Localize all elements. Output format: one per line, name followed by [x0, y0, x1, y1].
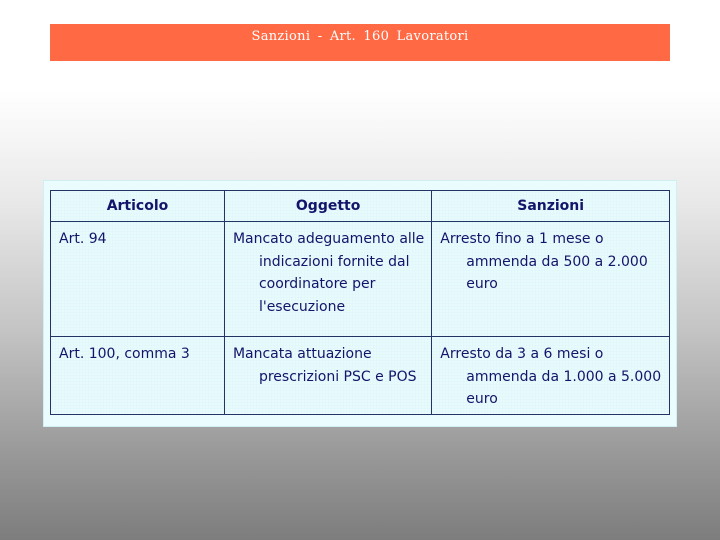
cell-sanzioni-text: Arresto fino a 1 mese o ammenda da 500 a 2.000 euro [440, 231, 648, 292]
sanctions-table [50, 190, 670, 415]
cell-oggetto-text: Mancata attuazione prescrizioni PSC e POS [232, 346, 417, 385]
table-header-row [51, 191, 670, 222]
cell-oggetto [224, 222, 431, 337]
cell-articolo-text: Art. 100, comma 3 [59, 346, 190, 362]
table-image-frame [43, 180, 677, 427]
cell-sanzioni [432, 337, 670, 415]
cell-sanzioni [432, 222, 670, 337]
header-articolo: Articolo [51, 191, 225, 222]
header-oggetto: Oggetto [224, 191, 431, 222]
cell-articolo-text: Art. 94 [59, 231, 107, 247]
slide-title: Sanzioni - Art. 160 Lavoratori [251, 29, 469, 44]
slide-title-bar [50, 24, 670, 61]
cell-oggetto [224, 337, 431, 415]
cell-sanzioni-text: Arresto da 3 a 6 mesi o ammenda da 1.000 a 5.000 euro [440, 346, 662, 407]
cell-articolo [51, 222, 225, 337]
header-sanzioni: Sanzioni [432, 191, 670, 222]
cell-oggetto-text: Mancato adeguamento alle indicazioni fornite dal coordinatore per l'esecuzione [232, 231, 425, 315]
table-row [51, 222, 670, 337]
table-row [51, 337, 670, 415]
cell-articolo [51, 337, 225, 415]
